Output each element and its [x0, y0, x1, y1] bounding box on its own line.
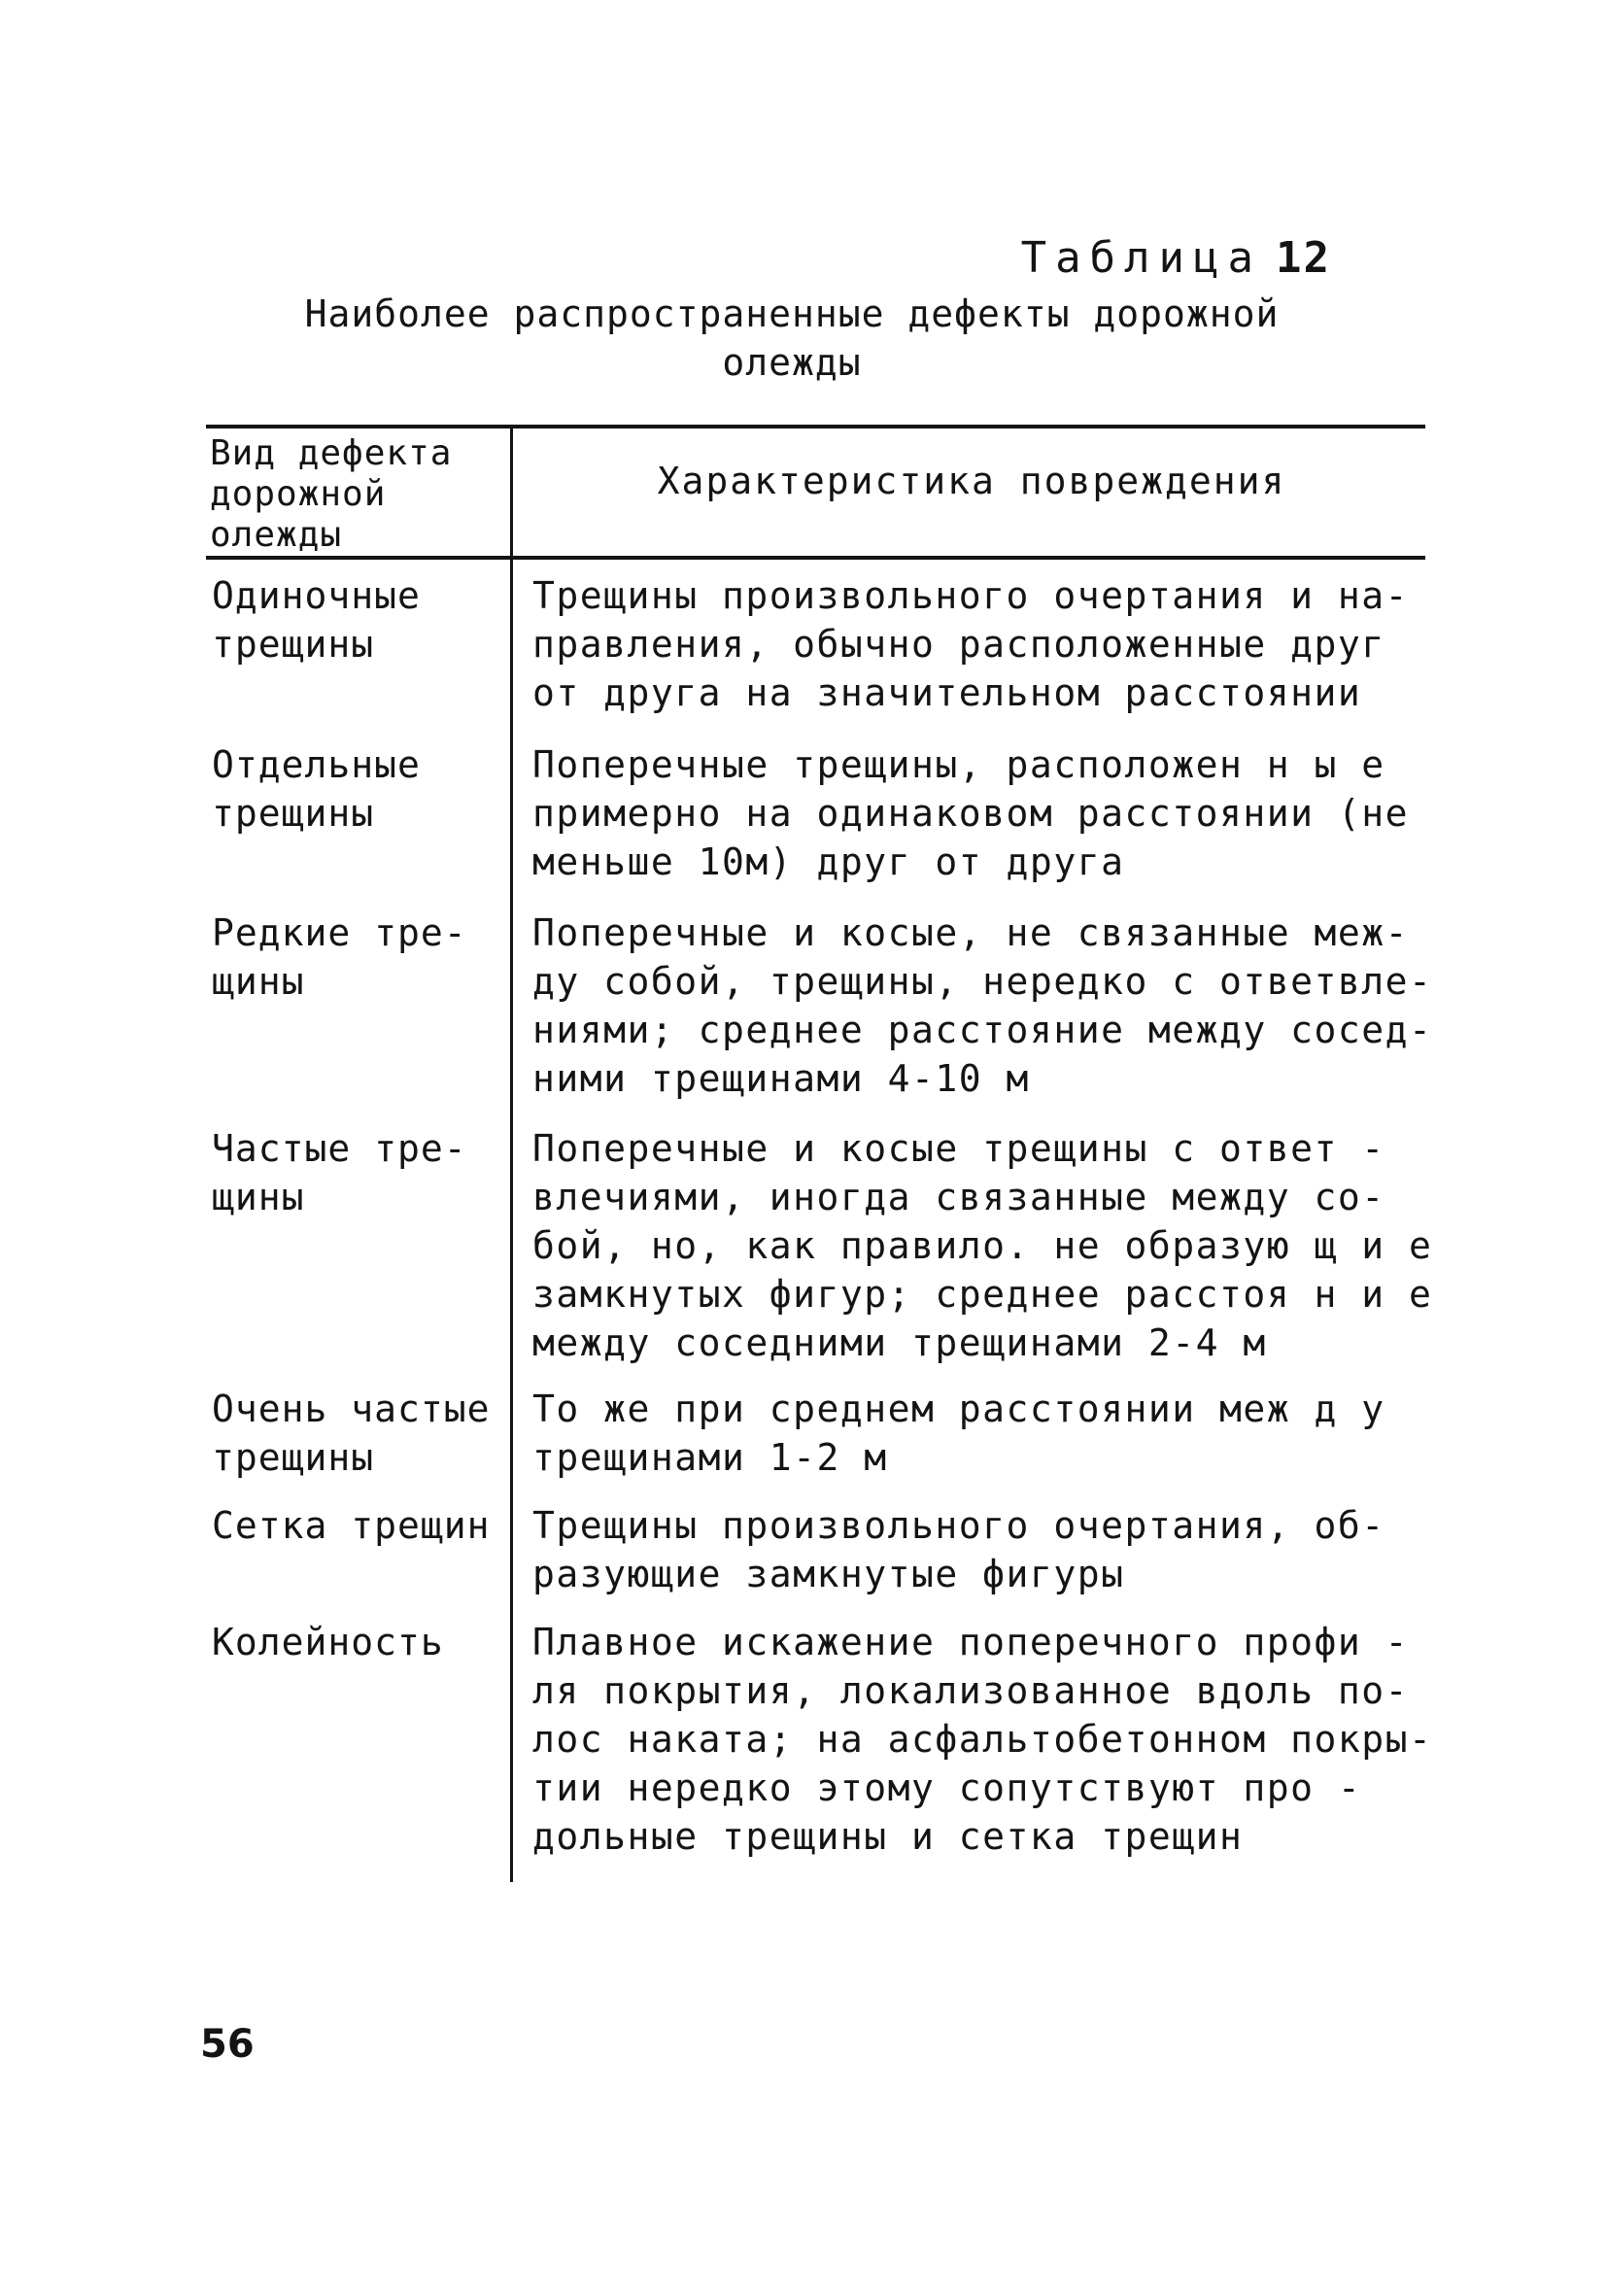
- defect-name-line: Сетка трещин: [212, 1504, 491, 1547]
- page-number: 56: [200, 2022, 255, 2067]
- defect-description-line: замкнутых фигур; среднее расстоя н и е: [532, 1273, 1433, 1316]
- defect-description-line: меньше 10м) друг от друга: [532, 840, 1125, 883]
- defect-description-line: примерно на одинаковом расстоянии (не: [532, 792, 1409, 835]
- header-col1-line: дорожной: [210, 474, 387, 514]
- defect-name-line: Отдельные: [212, 743, 421, 786]
- defect-description: [532, 1501, 1436, 1598]
- defect-name: [212, 740, 513, 838]
- defect-description-line: влечиями, иногда связанные между со-: [532, 1176, 1385, 1218]
- defect-description-line: Трещины произвольного очертания и на-: [532, 574, 1409, 617]
- defect-description-line: ля покрытия, локализованное вдоль по-: [532, 1669, 1409, 1712]
- defect-name: [212, 571, 513, 668]
- defect-name: [212, 908, 513, 1006]
- defect-description-line: лос наката; на асфальтобетонном покры-: [532, 1718, 1433, 1761]
- defect-description-line: дольные трещины и сетка трещин: [532, 1815, 1244, 1858]
- caption-line-1: Наиболее распространенные дефекты дорожной: [304, 292, 1280, 335]
- defect-name: [212, 1124, 513, 1221]
- defect-name-line: Одиночные: [212, 574, 421, 617]
- header-col1-line: олежды: [210, 515, 343, 555]
- defect-description: [532, 1385, 1436, 1482]
- defect-description: [532, 1124, 1436, 1367]
- table-label-word: Таблица: [1020, 233, 1263, 283]
- defect-description: [532, 740, 1436, 886]
- defect-name: [212, 1618, 513, 1666]
- defect-name: [212, 1385, 513, 1482]
- defect-name-line: Колейность: [212, 1621, 444, 1663]
- defect-description: [532, 1618, 1436, 1861]
- defect-description-line: ними трещинами 4-10 м: [532, 1057, 1030, 1100]
- defect-description-line: разующие замкнутые фигуры: [532, 1553, 1125, 1595]
- defect-name: [212, 1501, 513, 1550]
- defect-name-line: трещины: [212, 792, 375, 835]
- defect-description-line: тии нередко этому сопутствуют про -: [532, 1766, 1362, 1809]
- defect-name-line: Очень частые: [212, 1388, 491, 1430]
- header-col1-line: Вид дефекта: [210, 433, 453, 473]
- defect-name-line: щины: [212, 1176, 305, 1218]
- defect-name-line: Редкие тре-: [212, 911, 467, 954]
- caption-line-2: олежды: [722, 341, 862, 384]
- defect-description-line: То же при среднем расстоянии меж д у: [532, 1388, 1385, 1430]
- defect-description-line: Поперечные и косые, не связанные меж-: [532, 911, 1409, 954]
- defect-name-line: Частые тре-: [212, 1127, 467, 1170]
- defect-description-line: Трещины произвольного очертания, об-: [532, 1504, 1385, 1547]
- defect-description-line: трещинами 1-2 м: [532, 1436, 888, 1479]
- defect-description-line: ду собой, трещины, нередко с ответвле-: [532, 960, 1433, 1003]
- defect-name-line: трещины: [212, 623, 375, 666]
- defect-description: [532, 908, 1436, 1103]
- defect-name-line: щины: [212, 960, 305, 1003]
- defect-description: [532, 571, 1436, 717]
- defect-description-line: Плавное искажение поперечного профи -: [532, 1621, 1409, 1663]
- defect-description-line: между соседними трещинами 2-4 м: [532, 1321, 1267, 1364]
- header-damage-characteristic: Характеристика повреждения: [657, 460, 1286, 502]
- table-label-number: 12: [1276, 233, 1331, 283]
- defect-name-line: трещины: [212, 1436, 375, 1479]
- defect-description-line: бой, но, как правило. не образую щ и е: [532, 1224, 1433, 1267]
- defect-description-line: правления, обычно расположенные друг: [532, 623, 1385, 666]
- defect-description-line: ниями; среднее расстояние между сосед-: [532, 1009, 1433, 1051]
- defect-description-line: Поперечные и косые трещины с ответ -: [532, 1127, 1385, 1170]
- defect-description-line: Поперечные трещины, расположен н ы е: [532, 743, 1385, 786]
- defect-description-line: от друга на значительном расстоянии: [532, 671, 1362, 714]
